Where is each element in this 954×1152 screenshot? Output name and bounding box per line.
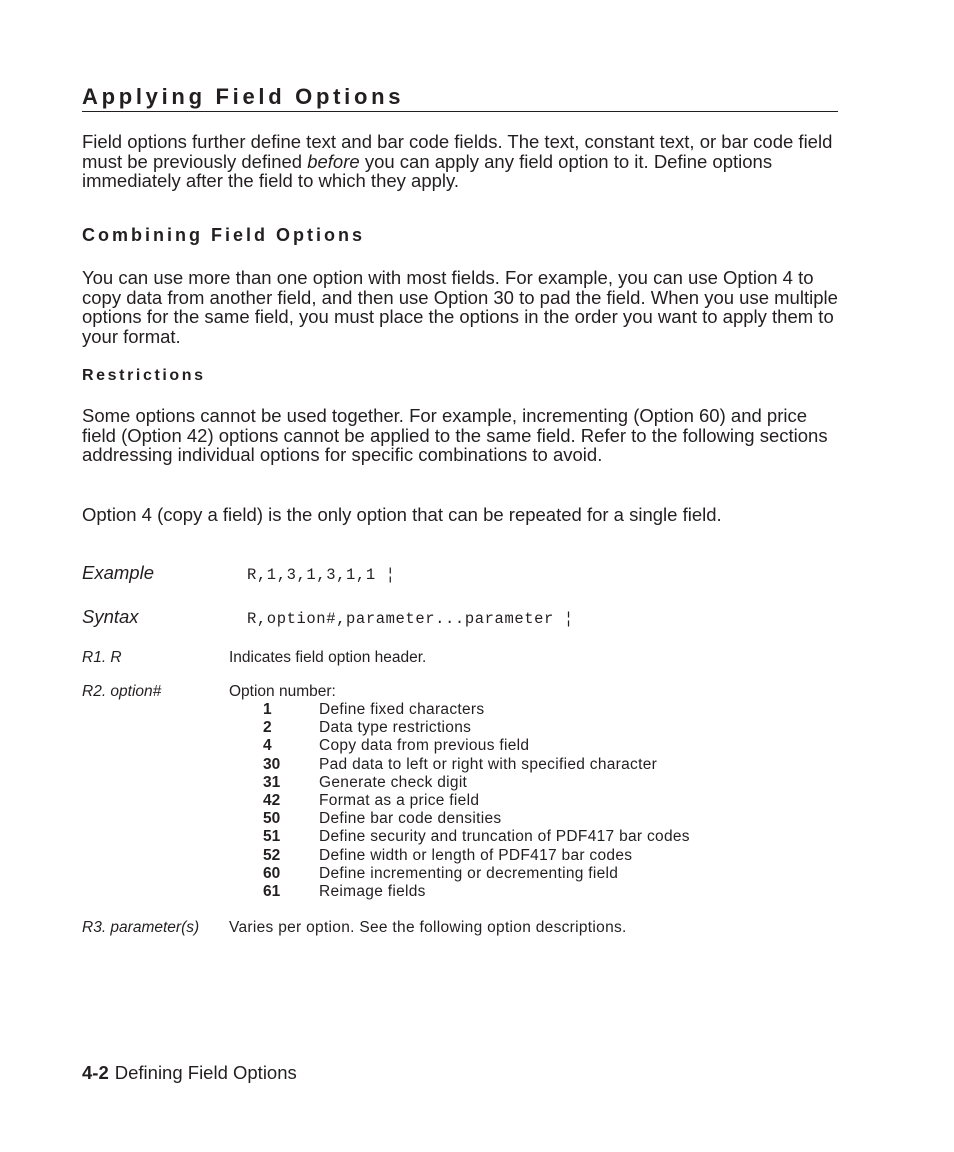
syntax-code: R,option#,parameter...parameter ¦ bbox=[247, 610, 574, 628]
option-row bbox=[263, 865, 783, 883]
option-number: 52 bbox=[263, 846, 281, 864]
example-label: Example bbox=[82, 562, 154, 583]
option-number: 30 bbox=[263, 755, 281, 773]
option-row bbox=[263, 701, 783, 719]
option-description: Pad data to left or right with specified character bbox=[319, 755, 658, 773]
example-code: R,1,3,1,3,1,1 ¦ bbox=[247, 566, 396, 584]
combining-paragraph: You can use more than one option with most fields. For example, you can use Option 4 to copy data from another field, and then use Option 30 to pad the field. When you use multiple options for the same field, you must place the options in the order you want to apply them to your format. bbox=[82, 267, 838, 348]
option-description: Data type restrictions bbox=[319, 719, 472, 737]
intro-paragraph bbox=[82, 132, 840, 191]
option-row bbox=[263, 810, 783, 828]
option-number: 4 bbox=[263, 737, 272, 755]
option-number: 31 bbox=[263, 773, 281, 791]
option-list bbox=[263, 701, 783, 901]
option-description: Define incrementing or decrementing field bbox=[319, 864, 619, 882]
option-description: Define fixed characters bbox=[319, 701, 485, 719]
param-r3-label: R3. parameter(s) bbox=[82, 919, 200, 936]
restrictions-paragraph-1: Some options cannot be used together. For example, incrementing (Option 60) and price field (Option 42) options cannot be applied to the same field. Refer to the following sections addressing individual options for specific combinations to avoid. bbox=[82, 405, 828, 466]
param-r2-text: Option number: bbox=[229, 683, 336, 700]
option-number: 1 bbox=[263, 701, 272, 719]
option-row bbox=[263, 719, 783, 737]
option-description: Define security and truncation of PDF417 bar codes bbox=[319, 828, 690, 846]
option-description: Format as a price field bbox=[319, 792, 480, 810]
combining-heading: Combining Field Options bbox=[82, 225, 365, 245]
option-row bbox=[263, 756, 783, 774]
footer-title: Defining Field Options bbox=[114, 1062, 297, 1083]
option-row bbox=[263, 828, 783, 846]
param-r2-label: R2. option# bbox=[82, 683, 162, 700]
option-row bbox=[263, 847, 783, 865]
option-number: 42 bbox=[263, 792, 281, 810]
option-description: Copy data from previous field bbox=[319, 737, 530, 755]
syntax-label: Syntax bbox=[82, 606, 139, 627]
option-description: Generate check digit bbox=[319, 773, 468, 791]
section-heading: Applying Field Options bbox=[82, 84, 838, 112]
restrictions-heading: Restrictions bbox=[82, 367, 206, 384]
intro-emphasis: before bbox=[307, 150, 360, 172]
param-r1-label: R1. R bbox=[82, 649, 122, 666]
option-description: Define width or length of PDF417 bar codes bbox=[319, 846, 633, 864]
option-number: 51 bbox=[263, 828, 281, 846]
param-r1-text: Indicates field option header. bbox=[229, 649, 427, 666]
page-footer bbox=[82, 1062, 297, 1084]
option-row bbox=[263, 792, 783, 810]
option-row bbox=[263, 883, 783, 901]
page-number: 4-2 bbox=[82, 1062, 109, 1083]
option-number: 50 bbox=[263, 810, 281, 828]
param-r3-text: Varies per option. See the following option descriptions. bbox=[229, 919, 627, 936]
option-row bbox=[263, 737, 783, 755]
option-number: 61 bbox=[263, 882, 281, 900]
restrictions-paragraph-2: Option 4 (copy a field) is the only option that can be repeated for a single field. bbox=[82, 504, 722, 525]
intro-text-2: you can apply any field option to it. Define options immediately after the field to which they apply. bbox=[82, 150, 773, 192]
option-description: Reimage fields bbox=[319, 882, 426, 900]
option-row bbox=[263, 774, 783, 792]
option-description: Define bar code densities bbox=[319, 810, 502, 828]
option-number: 2 bbox=[263, 719, 272, 737]
option-number: 60 bbox=[263, 864, 281, 882]
intro-text-1: Field options further define text and bar code fields. The text, constant text, or bar code field must be previously defined bbox=[82, 131, 833, 172]
